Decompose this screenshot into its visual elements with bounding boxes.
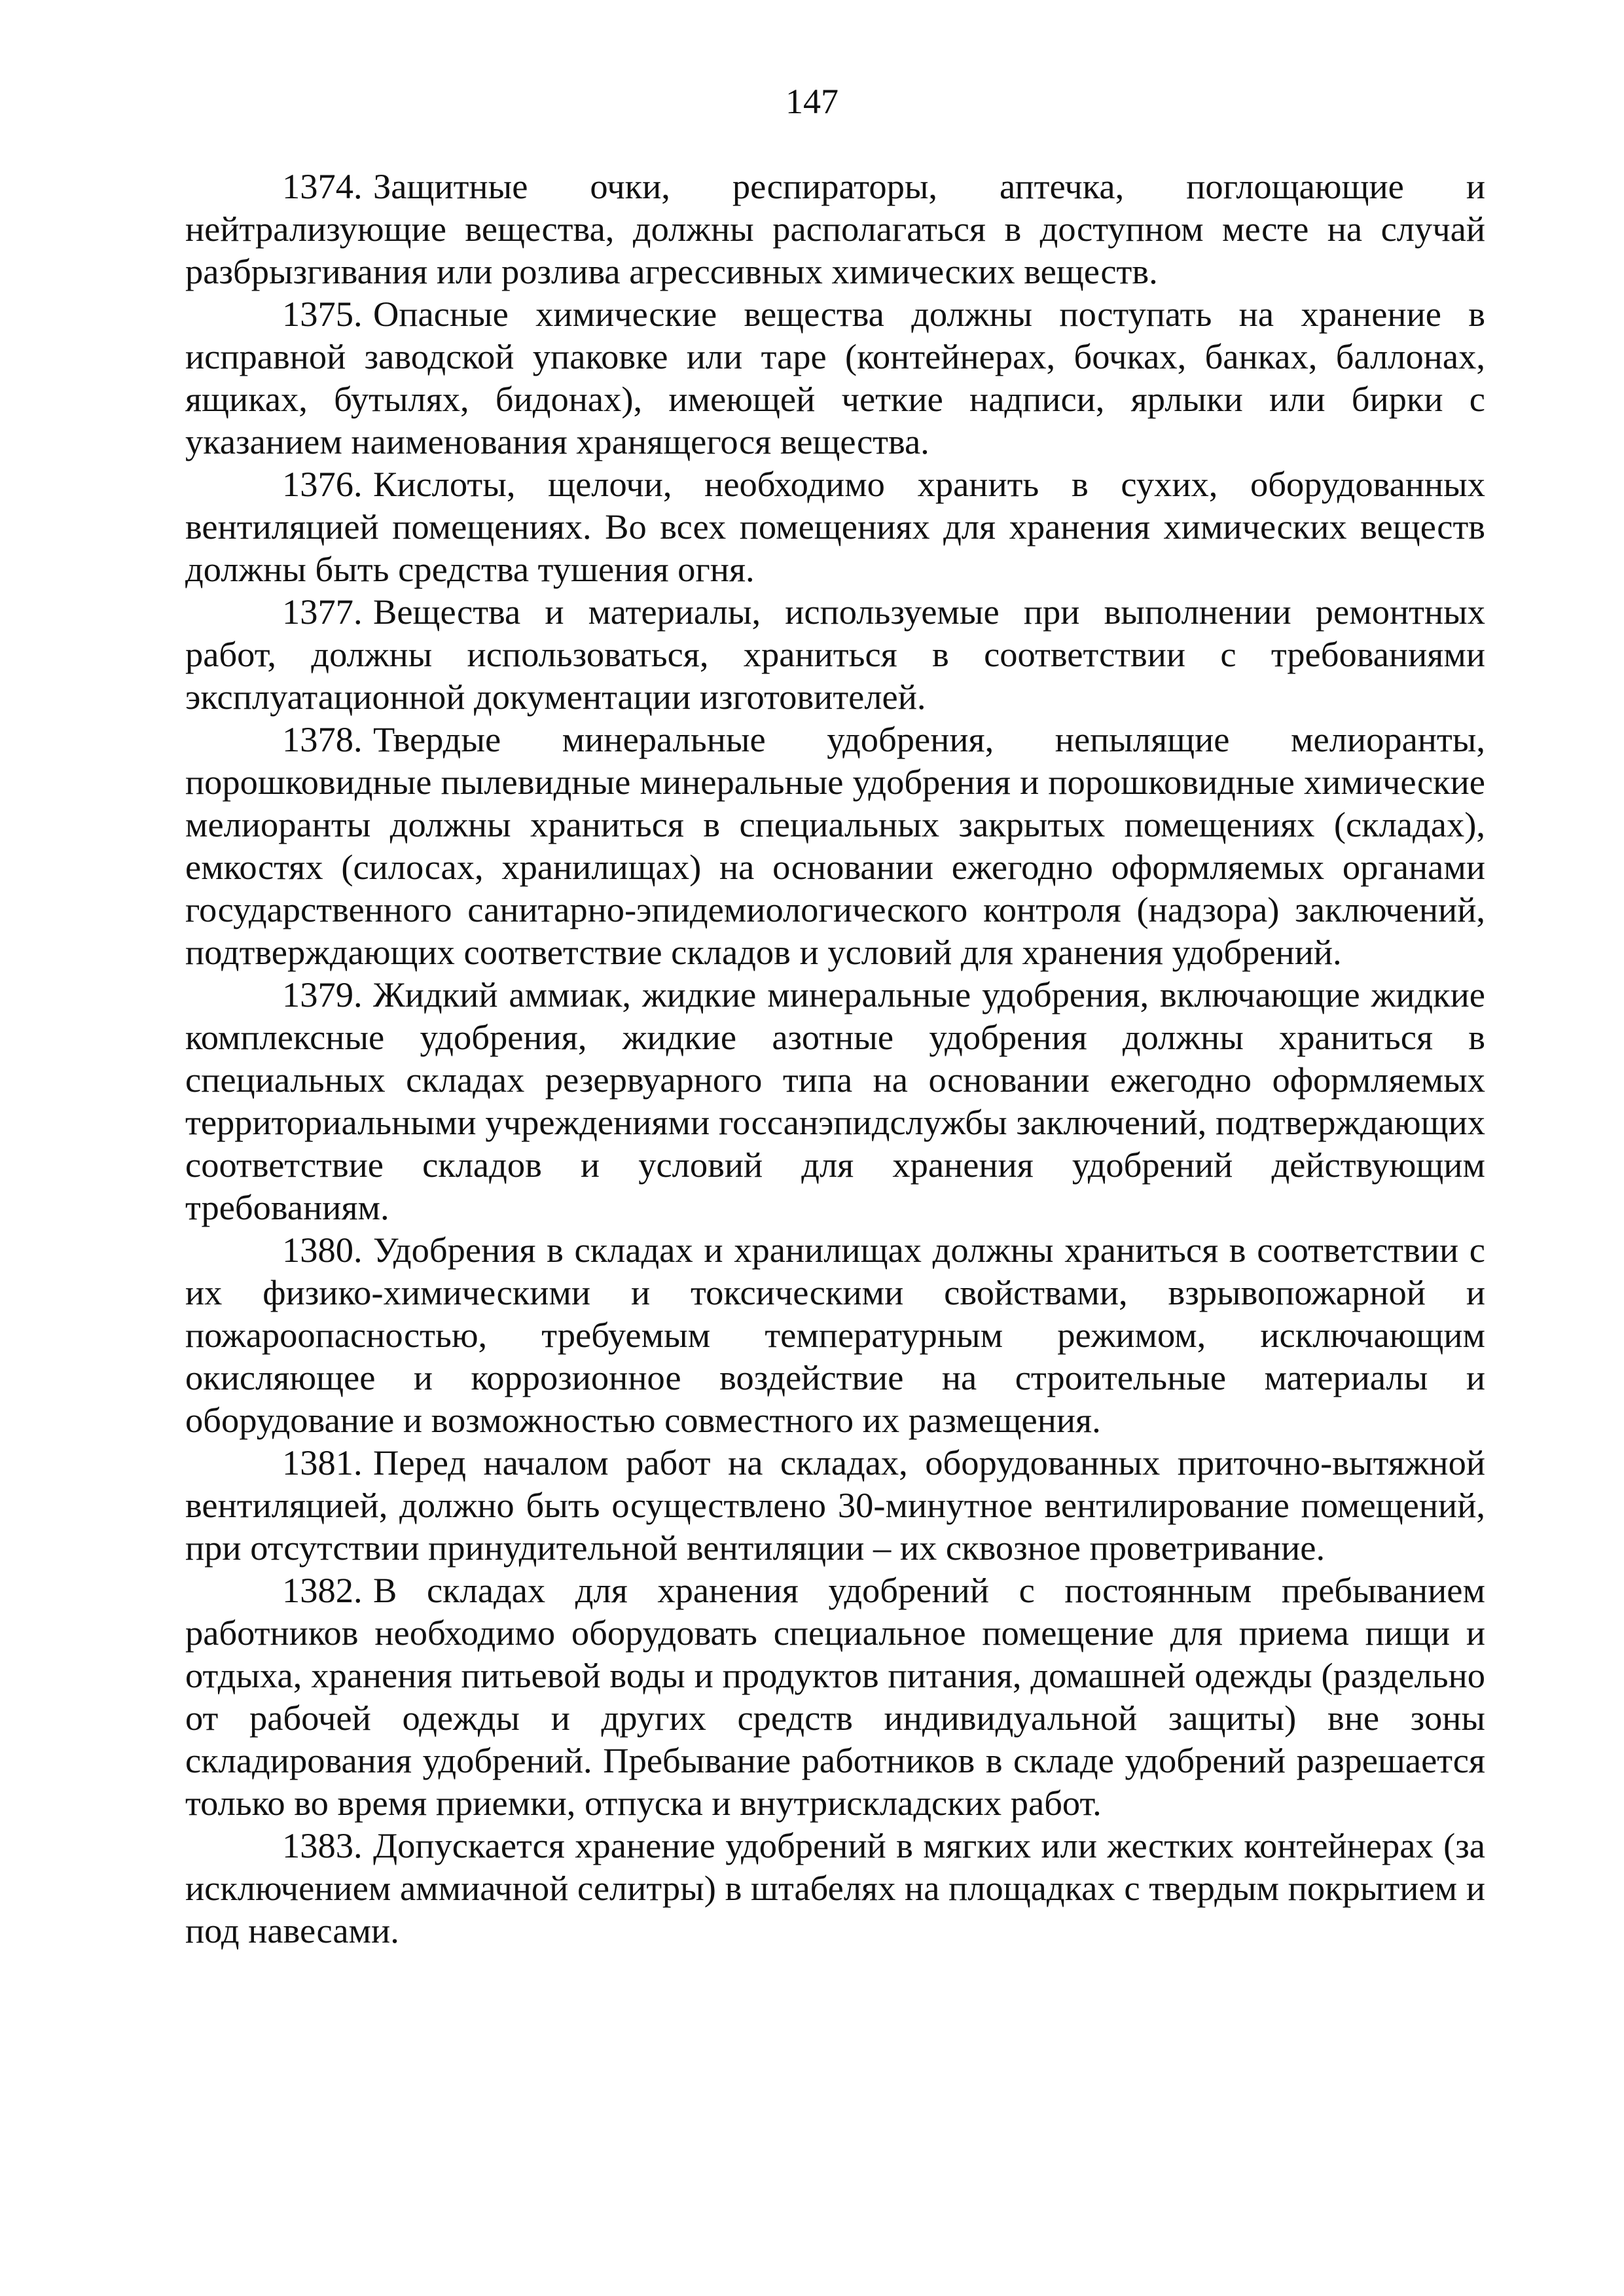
document-body [185, 165, 1485, 1952]
paragraph-1377 [185, 590, 1485, 718]
page-number: 147 [785, 82, 839, 121]
paragraph-1380 [185, 1229, 1485, 1441]
paragraph-text: Кислоты, щелочи, необходимо хранить в сухих, оборудованных вентиляцией помещениях. Во всех помещениях для хранения химических веществ должны быть средства тушения огня. [185, 464, 1485, 589]
paragraph-number: 1380. [282, 1230, 363, 1270]
paragraph-number: 1375. [282, 294, 363, 334]
paragraph-1383 [185, 1824, 1485, 1952]
paragraph-number: 1381. [282, 1443, 363, 1482]
paragraph-1374 [185, 165, 1485, 293]
paragraph-1376 [185, 463, 1485, 590]
paragraph-text: Удобрения в складах и хранилищах должны храниться в соответствии с их физико-химическими и токсическими свойствами, взрывопожарной и пожароопасностью, требуемым температурным режимом, исключающим окисляющее и коррозионное воздействие на строительные материалы и оборудование и возможностью совместного их размещения. [185, 1230, 1485, 1440]
paragraph-1378 [185, 718, 1485, 973]
paragraph-number: 1383. [282, 1825, 363, 1865]
paragraph-number: 1376. [282, 464, 363, 504]
paragraph-text: Твердые минеральные удобрения, непылящие мелиоранты, порошковидные пылевидные минеральные удобрения и порошковидные химические мелиоранты должны храниться в специальных закрытых помещениях (складах), емкостях (силосах, хранилищах) на основании ежегодно оформляемых органами государственного санитарно-эпидемиологического контроля (надзора) заключений, подтверждающих соответствие складов и условий для хранения удобрений. [185, 719, 1485, 972]
paragraph-1381 [185, 1441, 1485, 1569]
paragraph-1382 [185, 1569, 1485, 1824]
paragraph-number: 1374. [282, 166, 363, 206]
paragraph-text: Защитные очки, респираторы, аптечка, поглощающие и нейтрализующие вещества, должны располагаться в доступном месте на случай разбрызгивания или розлива агрессивных химических веществ. [185, 166, 1485, 291]
paragraph-text: Перед началом работ на складах, оборудованных приточно-вытяжной вентиляцией, должно быть осуществлено 30-минутное вентилирование помещений, при отсутствии принудительной вентиляции – их сквозное проветривание. [185, 1443, 1485, 1568]
paragraph-text: Вещества и материалы, используемые при выполнении ремонтных работ, должны использоваться, храниться в соответствии с требованиями эксплуатационной документации изготовителей. [185, 592, 1485, 717]
paragraph-number: 1379. [282, 975, 363, 1014]
paragraph-1379 [185, 973, 1485, 1229]
paragraph-text: Допускается хранение удобрений в мягких или жестких контейнерах (за исключением аммиачной селитры) в штабелях на площадках с твердым покрытием и под навесами. [185, 1825, 1485, 1950]
paragraph-text: В складах для хранения удобрений с постоянным пребыванием работников необходимо оборудовать специальное помещение для приема пищи и отдыха, хранения питьевой воды и продуктов питания, домашней одежды (раздельно от рабочей одежды и других средств индивидуальной защиты) вне зоны складирования удобрений. Пребывание работников в складе удобрений разрешается только во время приемки, отпуска и внутрискладских работ. [185, 1570, 1485, 1823]
paragraph-text: Жидкий аммиак, жидкие минеральные удобрения, включающие жидкие комплексные удобрения, жидкие азотные удобрения должны храниться в специальных складах резервуарного типа на основании ежегодно оформляемых территориальными учреждениями госсанэпидслужбы заключений, подтверждающих соответствие складов и условий для хранения удобрений действующим требованиям. [185, 975, 1485, 1227]
paragraph-text: Опасные химические вещества должны поступать на хранение в исправной заводской упаковке или таре (контейнерах, бочках, банках, баллонах, ящиках, бутылях, бидонах), имеющей четкие надписи, ярлыки или бирки с указанием наименования хранящегося вещества. [185, 294, 1485, 461]
paragraph-number: 1378. [282, 719, 363, 759]
paragraph-1375 [185, 293, 1485, 463]
paragraph-number: 1382. [282, 1570, 363, 1610]
paragraph-number: 1377. [282, 592, 363, 632]
